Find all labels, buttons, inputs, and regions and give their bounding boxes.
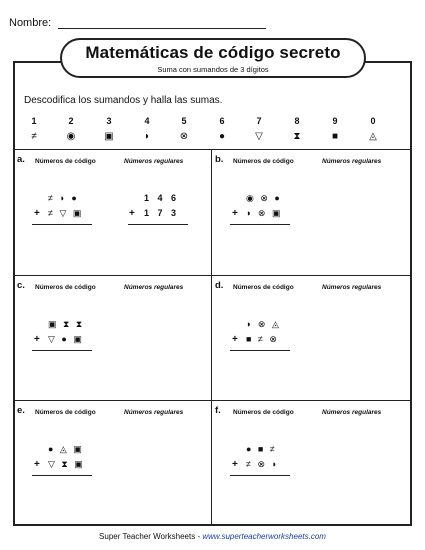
- problem-label: a.: [17, 154, 25, 165]
- code-addend-bottom: ≠ ▽ ▣: [48, 208, 84, 218]
- triangle-down-icon: ▽: [255, 131, 263, 142]
- title-box: [60, 38, 366, 78]
- regular-header: Números regulares: [322, 409, 382, 416]
- code-addend-top: ● ■ ≠: [246, 444, 277, 454]
- key-digit-0: 0: [370, 116, 376, 126]
- problem-label: d.: [215, 280, 224, 291]
- code-sum-line: [230, 475, 290, 476]
- code-sum-line: [32, 475, 92, 476]
- code-sum-line: [230, 224, 290, 225]
- filled-square-icon: ■: [331, 131, 339, 142]
- name-line: [58, 28, 266, 29]
- circle-x-icon: ⊗: [179, 131, 189, 142]
- code-header: Números de código: [35, 284, 96, 291]
- regular-addend-bottom: 1 7 3: [144, 208, 180, 218]
- regular-sum-line: [128, 224, 188, 225]
- page-subtitle: Suma con sumandos de 3 dígitos: [157, 65, 269, 74]
- code-addend-top: ≠ ◗ ●: [48, 193, 79, 203]
- problem-label: c.: [17, 280, 25, 291]
- code-header: Números de código: [233, 284, 294, 291]
- square-in-square-icon: ▣: [104, 131, 114, 142]
- problem-label: b.: [215, 154, 224, 165]
- code-addend-top: ▣ ⧗ ⧗: [48, 319, 85, 329]
- regular-header: Números regulares: [124, 158, 184, 165]
- plus-sign: +: [232, 459, 238, 470]
- footer: [0, 532, 425, 541]
- code-header: Números de código: [35, 158, 96, 165]
- problem-e: [13, 400, 212, 526]
- code-sum-line: [32, 224, 92, 225]
- code-addend-bottom: ■ ≠ ⊗: [246, 334, 279, 344]
- instructions: Descodifica los sumandos y halla las sumas.: [24, 95, 223, 106]
- hourglass-icon: ⧗: [293, 131, 301, 142]
- key-digit-7: 7: [256, 116, 262, 126]
- problem-label: e.: [17, 405, 25, 416]
- hash-icon: ≠: [31, 131, 37, 142]
- problem-f: [211, 400, 410, 526]
- half-circle-icon: ◗: [143, 131, 151, 142]
- plus-sign: +: [232, 334, 238, 345]
- code-header: Números de código: [233, 158, 294, 165]
- key-digit-2: 2: [68, 116, 74, 126]
- code-header: Números de código: [35, 409, 96, 416]
- plus-sign: +: [232, 208, 238, 219]
- problem-b: [211, 149, 410, 275]
- key-digit-4: 4: [144, 116, 150, 126]
- code-sum-line: [32, 350, 92, 351]
- bullseye-icon: ◉: [66, 131, 76, 142]
- code-addend-top: ◉ ⊗ ●: [246, 193, 282, 203]
- regular-header: Números regulares: [124, 409, 184, 416]
- key-digit-6: 6: [219, 116, 225, 126]
- code-addend-top: ● ◬ ▣: [48, 444, 84, 454]
- code-addend-bottom: ▽ ⧗ ▣: [48, 459, 85, 469]
- problem-label: f.: [215, 405, 221, 416]
- footer-link[interactable]: www.superteacherworksheets.com: [202, 532, 326, 541]
- plus-sign: +: [34, 459, 40, 470]
- plus-sign: +: [34, 208, 40, 219]
- key-digit-9: 9: [332, 116, 338, 126]
- code-addend-bottom: ≠ ⊗ ◗: [246, 459, 279, 469]
- name-label: Nombre:: [9, 17, 52, 29]
- drop-icon: ●: [218, 131, 226, 142]
- plus-sign: +: [34, 334, 40, 345]
- code-addend-bottom: ▽ ● ▣: [48, 334, 84, 344]
- striped-triangle-icon: ◬: [369, 131, 377, 142]
- regular-addend-top: 1 4 6: [144, 193, 180, 203]
- code-addend-bottom: ◗ ⊗ ▣: [246, 208, 283, 218]
- key-digit-1: 1: [31, 116, 37, 126]
- regular-header: Números regulares: [322, 284, 382, 291]
- key-digit-5: 5: [181, 116, 187, 126]
- key-digit-3: 3: [106, 116, 112, 126]
- problem-a: [13, 149, 212, 275]
- key-digit-8: 8: [294, 116, 300, 126]
- regular-plus-sign: +: [129, 208, 135, 219]
- code-addend-top: ◗ ⊗ ◬: [246, 319, 281, 329]
- regular-header: Números regulares: [322, 158, 382, 165]
- problem-c: [13, 275, 212, 401]
- page-title: Matemáticas de código secreto: [85, 43, 341, 62]
- code-sum-line: [230, 350, 290, 351]
- regular-header: Números regulares: [124, 284, 184, 291]
- footer-prefix: Super Teacher Worksheets -: [99, 532, 203, 541]
- problem-d: [211, 275, 410, 401]
- code-header: Números de código: [233, 409, 294, 416]
